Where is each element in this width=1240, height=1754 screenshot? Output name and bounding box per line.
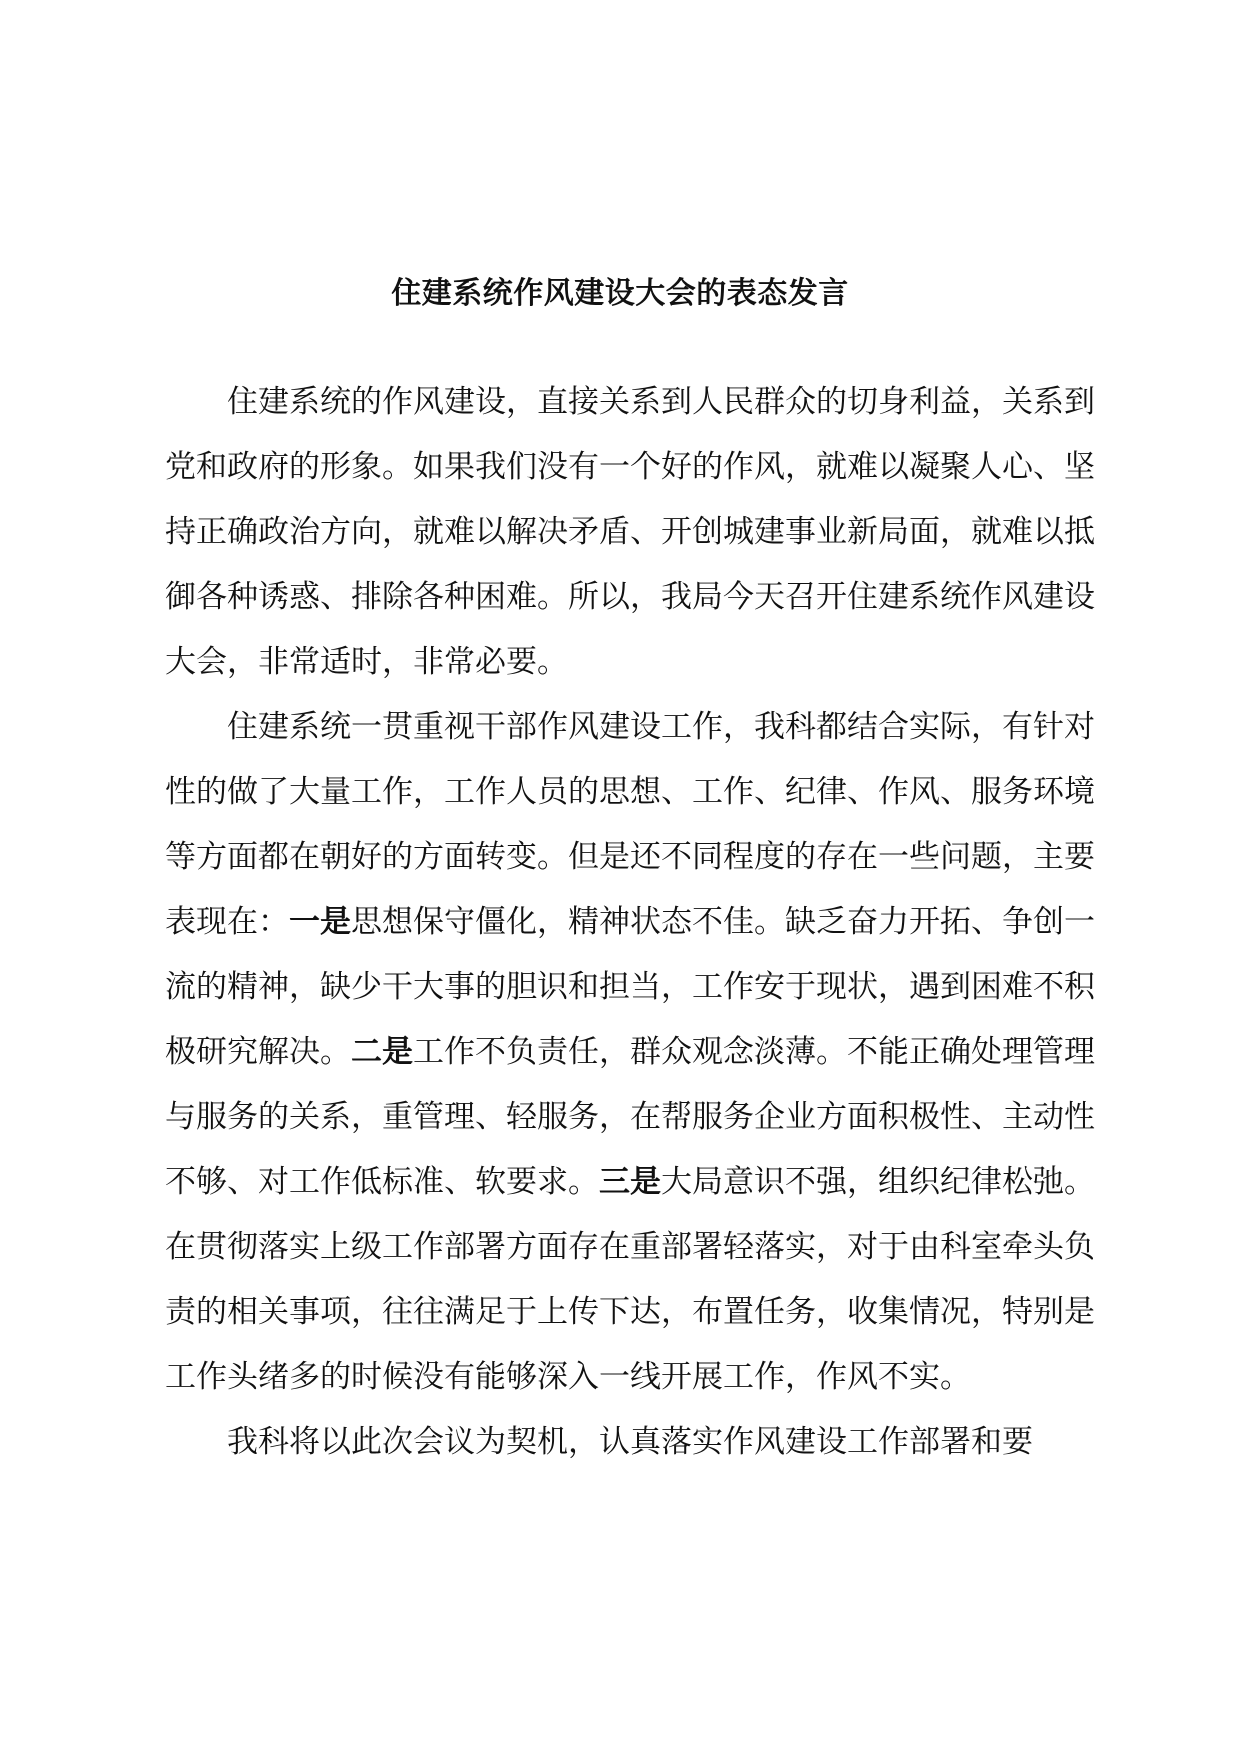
issue-3-text: 大局意识不强，组织纪律松弛。在贯彻落实上级工作部署方面存在重部署轻落实，对于由科室牵头负责的相关事项，往往满足于上传下达，布置任务，收集情况，特别是工作头绪多的时候没有能够深入一线开展工作，作风不实。	[165, 1164, 1095, 1395]
document-body	[165, 370, 1095, 1475]
paragraph-2	[165, 695, 1095, 1410]
paragraph-1: 住建系统的作风建设，直接关系到人民群众的切身利益，关系到党和政府的形象。如果我们没有一个好的作风，就难以凝聚人心、坚持正确政治方向，就难以解决矛盾、开创城建事业新局面，就难以抵御各种诱惑、排除各种困难。所以，我局今天召开住建系统作风建设大会，非常适时，非常必要。	[165, 384, 1095, 680]
paragraph-2-intro: 住建系统一贯重视干部作风建设工作，我科都结合实际，有针对性的做了大量工作，工作人员的思想、工作、纪律、作风、服务环境等方面都在朝好的方面转变。但是还不同程度的存在一些问题，主要表现在：	[165, 709, 1095, 940]
issue-1-text: 思想保守僵化，精神状态不佳。缺乏奋力开拓、争创一流的精神，缺少干大事的胆识和担当，工作安于现状，遇到困难不积极研究解决。	[165, 904, 1095, 1070]
paragraph-3: 我科将以此次会议为契机，认真落实作风建设工作部署和要	[227, 1424, 1033, 1460]
document-title: 住建系统作风建设大会的表态发言	[391, 276, 849, 311]
issue-3-lead: 三是	[599, 1164, 661, 1200]
issue-2-lead: 二是	[351, 1034, 413, 1070]
issue-2-text: 工作不负责任，群众观念淡薄。不能正确处理管理与服务的关系，重管理、轻服务，在帮服务企业方面积极性、主动性不够、对工作低标准、软要求。	[165, 1034, 1095, 1200]
issue-1-lead: 一是	[289, 904, 351, 940]
